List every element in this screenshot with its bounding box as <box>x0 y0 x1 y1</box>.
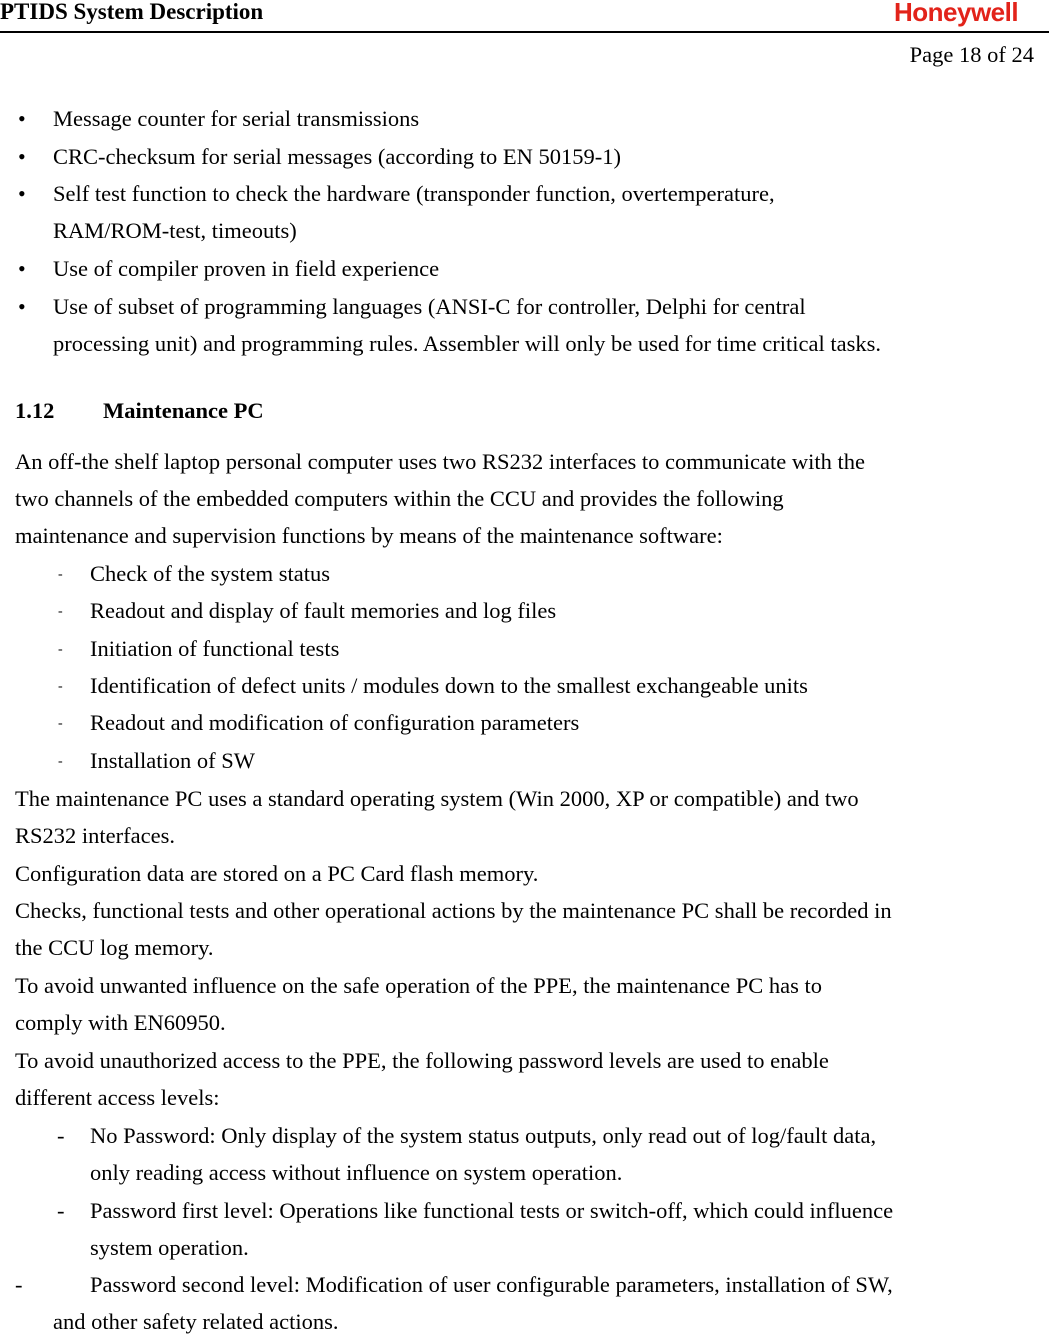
paragraph-line: comply with EN60950. <box>15 1010 226 1035</box>
password-level-item: No Password: Only display of the system status outputs, only read out of log/fault data, <box>90 1123 877 1148</box>
dash-marker: - <box>58 604 63 619</box>
function-item: Check of the system status <box>90 561 330 586</box>
paragraph-line: the CCU log memory. <box>15 935 214 960</box>
dash-marker: - <box>58 567 63 582</box>
bullet-icon: • <box>18 181 26 206</box>
intro-line: An off-the shelf laptop personal computer uses two RS232 interfaces to communicate with the <box>15 449 866 474</box>
document-title: PTIDS System Description <box>0 0 264 24</box>
dash-marker: - <box>58 716 63 731</box>
bullet-icon: • <box>18 106 26 131</box>
honeywell-logo: Honeywell <box>894 0 1019 27</box>
paragraph-line: Configuration data are stored on a PC Card flash memory. <box>15 861 539 886</box>
header-rule <box>0 31 1049 33</box>
list-item-continuation: processing unit) and programming rules. Assembler will only be used for time critical tasks. <box>53 331 881 356</box>
list-item: Use of compiler proven in field experience <box>53 256 440 281</box>
section-number: 1.12 <box>15 398 55 423</box>
function-item: Identification of defect units / modules down to the smallest exchangeable units <box>90 673 808 698</box>
function-item: Initiation of functional tests <box>90 636 340 661</box>
function-item: Readout and display of fault memories and log files <box>90 598 557 623</box>
page-number: Page 18 of 24 <box>909 42 1034 67</box>
list-item-continuation: RAM/ROM-test, timeouts) <box>53 218 297 243</box>
password-level-continuation: and other safety related actions. <box>53 1309 339 1334</box>
list-item: Use of subset of programming languages (ANSI-C for controller, Delphi for central <box>53 294 806 319</box>
bullet-icon: • <box>18 294 26 319</box>
bullet-icon: • <box>18 144 26 169</box>
paragraph-line: RS232 interfaces. <box>15 823 175 848</box>
dash-marker: - <box>57 1198 65 1223</box>
paragraph-line: To avoid unwanted influence on the safe operation of the PPE, the maintenance PC has to <box>15 973 822 998</box>
list-item: CRC-checksum for serial messages (according to EN 50159-1) <box>53 144 621 169</box>
bullet-icon: • <box>18 256 26 281</box>
password-level-item: Password first level: Operations like functional tests or switch-off, which could influence <box>90 1198 894 1223</box>
function-item: Installation of SW <box>90 748 255 773</box>
dash-marker: - <box>58 679 63 694</box>
list-item: Message counter for serial transmissions <box>53 106 420 131</box>
paragraph-line: Checks, functional tests and other operational actions by the maintenance PC shall be recorded in <box>15 898 892 923</box>
section-title: Maintenance PC <box>103 398 264 423</box>
dash-marker: - <box>58 642 63 657</box>
paragraph-line: The maintenance PC uses a standard operating system (Win 2000, XP or compatible) and two <box>15 786 859 811</box>
intro-line: maintenance and supervision functions by means of the maintenance software: <box>15 523 723 548</box>
password-level-continuation: system operation. <box>90 1235 249 1260</box>
dash-marker: - <box>57 1123 65 1148</box>
dash-marker: - <box>15 1272 23 1297</box>
list-item: Self test function to check the hardware (transponder function, overtemperature, <box>53 181 775 206</box>
paragraph-line: different access levels: <box>15 1085 220 1110</box>
password-level-continuation: only reading access without influence on system operation. <box>90 1160 623 1185</box>
paragraph-line: To avoid unauthorized access to the PPE, the following password levels are used to enable <box>15 1048 829 1073</box>
intro-line: two channels of the embedded computers within the CCU and provides the following <box>15 486 784 511</box>
password-level-item: Password second level: Modification of user configurable parameters, installation of SW, <box>90 1272 893 1297</box>
dash-marker: - <box>58 754 63 769</box>
function-item: Readout and modification of configuration parameters <box>90 710 580 735</box>
